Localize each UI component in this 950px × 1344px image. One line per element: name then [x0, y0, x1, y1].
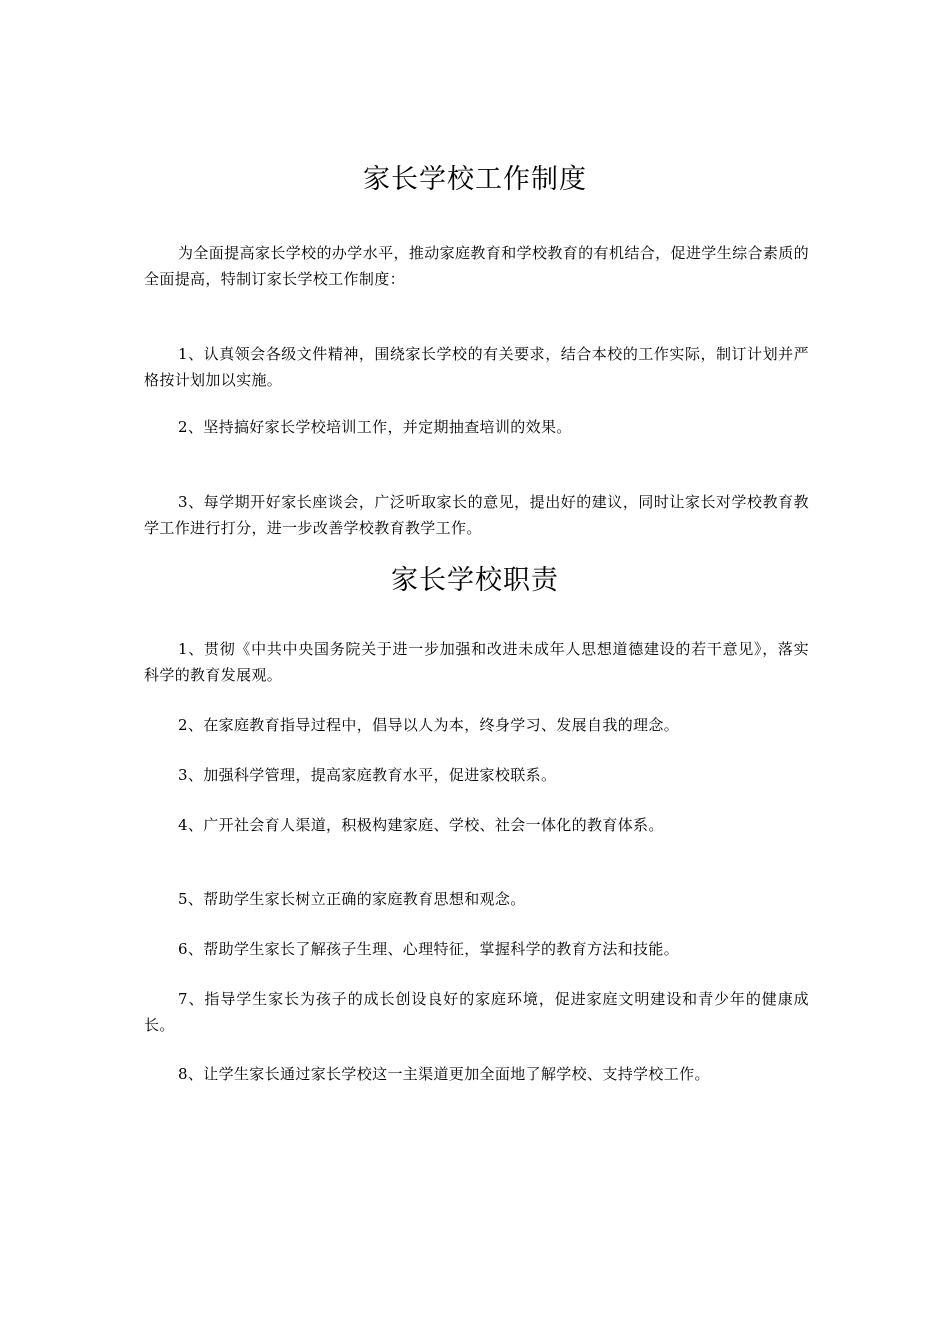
duty-item: 6、帮助学生家长了解孩子生理、心理特征，掌握科学的教育方法和技能。	[178, 940, 680, 958]
document-title: 家长学校工作制度	[363, 164, 587, 195]
duty-item: 4、广开社会育人渠道，积极构建家庭、学校、社会一体化的教育体系。	[178, 816, 664, 834]
intro-paragraph: 为全面提高家长学校的办学水平，推动家庭教育和学校教育的有机结合，促进学生综合素质的全面提高，特制订家长学校工作制度：	[144, 244, 809, 288]
duty-item: 2、在家庭教育指导过程中，倡导以人为本，终身学习、发展自我的理念。	[178, 716, 680, 734]
rule-item: 1、认真领会各级文件精神，围绕家长学校的有关要求，结合本校的工作实际，制订计划并严格按计划加以实施。	[144, 345, 809, 389]
duty-item: 8、让学生家长通过家长学校这一主渠道更加全面地了解学校、支持学校工作。	[178, 1065, 710, 1083]
duty-item: 5、帮助学生家长树立正确的家庭教育思想和观念。	[178, 890, 526, 908]
rule-item: 3、每学期开好家长座谈会，广泛听取家长的意见，提出好的建议，同时让家长对学校教育教学工作进行打分，进一步改善学校教育教学工作。	[144, 493, 809, 537]
section-title-duties: 家长学校职责	[391, 565, 559, 596]
rule-item: 2、坚持搞好家长学校培训工作，并定期抽查培训的效果。	[178, 418, 572, 436]
duty-item: 3、加强科学管理，提高家庭教育水平，促进家校联系。	[178, 766, 557, 784]
duty-item: 7、指导学生家长为孩子的成长创设良好的家庭环境，促进家庭文明建设和青少年的健康成长。	[144, 990, 809, 1034]
duty-item: 1、贯彻《中共中央国务院关于进一步加强和改进未成年人思想道德建设的若干意见》，落实科学的教育发展观。	[144, 640, 809, 684]
